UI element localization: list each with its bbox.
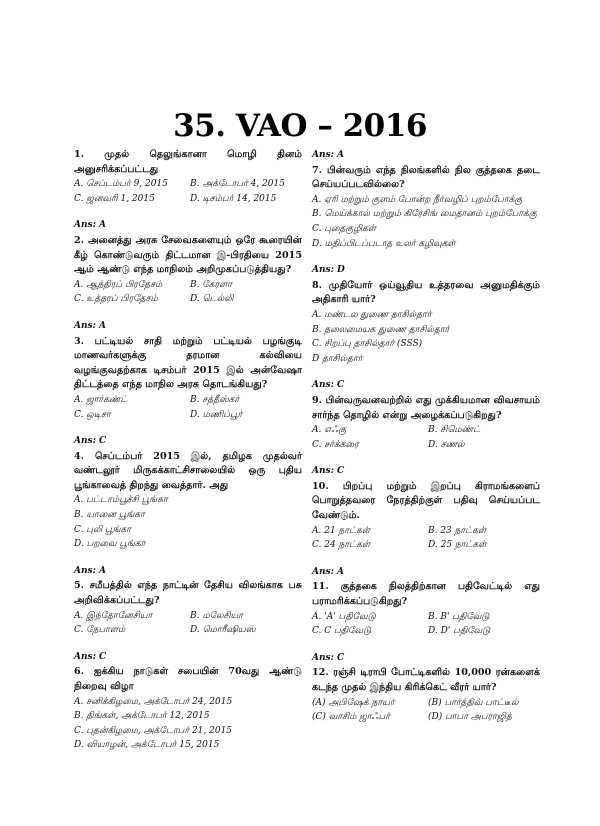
question-block-7 xyxy=(312,148,540,251)
option-a: A. சனிக்கிழமை, அக்டோபர் 24, 2015 xyxy=(74,696,233,707)
option-d: D. சணல் xyxy=(428,439,465,450)
option-c: C. 24 நாட்கள் xyxy=(312,540,371,551)
question-stem: செப்டம்பர் 2015 இல், தமிழக முதல்வர் வண்டலூர் மிருகக்காட்சிசாலையில் ஒரு புதிய பூங்காவைத் திறந்து வைத்தார். அது xyxy=(74,450,302,491)
question-number: 5. xyxy=(74,580,85,592)
question-number: 8. xyxy=(312,279,323,291)
option-d: D. மதிப்பிடப்படாத உலர் கழிவுகள் xyxy=(312,238,456,249)
question-text xyxy=(74,579,302,608)
option-d: (D) பாபா அபராஜித் xyxy=(428,712,512,723)
question-block-10 xyxy=(312,464,540,553)
options xyxy=(312,423,540,452)
option-b: B. மெய்க்கால் மற்றும் கிரேசிங் மைதானம் புறம்போக்கு xyxy=(312,209,537,220)
question-number: 9. xyxy=(312,394,323,406)
answer-label: Ans: D xyxy=(312,265,345,276)
options xyxy=(312,610,540,639)
option-a: A. ஜார்கண்ட் xyxy=(74,394,128,405)
question-stem: குத்தகை நிலத்திற்கான பதிவேட்டில் எது பராமரிக்கப்படுகிறது? xyxy=(312,581,540,608)
options xyxy=(74,609,302,638)
question-block-1 xyxy=(74,148,302,206)
answer-label: Ans: C xyxy=(312,380,345,391)
option-c: C. சர்க்கரை xyxy=(312,439,359,450)
options xyxy=(312,696,540,725)
option-a: A. எஃகு xyxy=(312,425,347,436)
question-block-6 xyxy=(74,650,302,753)
question-stem: சமீபத்தில் எந்த நாட்டின் தேசிய விலங்காக பசு அறிவிக்கப்பட்டது? xyxy=(74,580,303,607)
question-number: 3. xyxy=(74,335,85,347)
option-c: C. ஜனவரி 1, 2015 xyxy=(74,193,155,204)
question-block-11 xyxy=(312,565,540,639)
option-c: C. சிறப்பு தாசில்தார் (SSS) xyxy=(312,339,423,350)
question-stem: அனைத்து அரசு சேவைகளையும் ஒரே கூரையின் கீழ் கொண்டுவரும் திட்டமான இ-பிரதியை 2015 ஆம் ஆண்டு எந்த மாநிலம் அறிமுகப்படுத்தியது? xyxy=(74,234,302,276)
option-b: B. B' பதிவேடு xyxy=(428,611,490,622)
option-d: D. 25 நாட்கள் xyxy=(428,540,487,551)
options xyxy=(74,393,302,422)
option-c: C. புலி பூங்கா xyxy=(74,524,131,535)
answer-label: Ans: A xyxy=(74,220,107,231)
question-text xyxy=(312,279,540,308)
option-c: C. C பதிவேடு xyxy=(312,626,372,637)
question-block-2 xyxy=(74,218,302,307)
question-stem: பின்வரும் எந்த நிலங்களில் நில குத்தகை தடை செய்யப்படவில்லை? xyxy=(312,164,540,191)
option-b: B. சிமெண்ட் xyxy=(428,425,481,436)
option-d: D. D' பதிவேடு xyxy=(428,626,491,637)
question-block-5 xyxy=(74,564,302,638)
question-number: 12. xyxy=(312,667,329,679)
answer-label: Ans: C xyxy=(74,436,107,447)
option-d: D. வியாழன், அக்டோபர் 15, 2015 xyxy=(74,740,220,751)
option-a: A. ஏரி மற்றும் குளம் போன்ற நீர்வழிப் புறம்போக்கு xyxy=(312,194,523,205)
options xyxy=(312,193,540,251)
options xyxy=(74,177,302,206)
question-stem: முதியோர் ஒய்வூதிய உத்தரவை அனுமதிக்கும் அதிகாரி யார்? xyxy=(312,279,540,306)
option-a: A. பட்டாம்பூச்சி பூங்கா xyxy=(74,495,168,506)
question-block-9 xyxy=(312,378,540,452)
question-stem: முதல் தெலுங்கானா மொழி தினம் அனுசரிக்கப்பட்டது xyxy=(74,149,302,175)
question-text xyxy=(74,665,302,694)
question-block-8 xyxy=(312,263,540,366)
question-text xyxy=(312,666,540,695)
option-b: B. தலைமையக துணை தாசில்தார் xyxy=(312,324,450,335)
option-d: D. மணிப்பூர் xyxy=(190,409,243,420)
question-stem: ஐக்கிய நாடுகள் சபையின் 70வது ஆண்டு நிறைவு விழா xyxy=(74,666,303,692)
option-b: B. அக்டோபர் 4, 2015 xyxy=(190,179,285,190)
option-a: A. செப்டம்பர் 9, 2015 xyxy=(74,179,168,190)
option-a: (A) அபிஷேக் நாயர் xyxy=(312,697,395,708)
question-number: 2. xyxy=(74,234,85,246)
question-number: 11. xyxy=(312,581,329,593)
question-text xyxy=(312,480,540,524)
answer-label: Ans: C xyxy=(74,651,107,662)
question-text xyxy=(312,580,540,609)
option-b: B. திங்கள், அக்டோபர் 12, 2015 xyxy=(74,711,210,722)
question-number: 6. xyxy=(74,666,85,678)
option-a: A. ஆந்திரப் பிரதேசம் xyxy=(74,279,163,290)
options xyxy=(312,524,540,553)
question-text xyxy=(312,164,540,193)
option-a: A. இந்தோனேசியா xyxy=(74,610,153,621)
option-d: D தாசில்தார் xyxy=(312,353,363,364)
answer-label: Ans: A xyxy=(312,150,345,160)
question-text xyxy=(74,148,302,177)
answer-label: Ans: A xyxy=(74,565,107,576)
option-a: A. மண்டல துணை தாசில்தார் xyxy=(312,309,432,320)
question-block-3 xyxy=(74,319,302,422)
option-b: B. கேரளா xyxy=(190,279,232,290)
question-text xyxy=(74,450,302,494)
left-column xyxy=(74,148,302,753)
right-column xyxy=(312,148,540,725)
answer-label: Ans: A xyxy=(74,320,107,331)
options xyxy=(74,493,302,551)
question-text xyxy=(74,335,302,393)
options xyxy=(74,695,302,753)
option-c: C. நேபாளம் xyxy=(74,625,126,636)
option-c: C. உத்தரப் பிரதேசம் xyxy=(74,294,158,305)
option-d: D. பறவை பூங்கா xyxy=(74,539,146,550)
option-c: C. ஒடிசா xyxy=(74,409,111,420)
options xyxy=(312,308,540,366)
question-number: 4. xyxy=(74,450,85,462)
question-number: 1. xyxy=(74,149,85,160)
option-d: D. டிசம்பர் 14, 2015 xyxy=(190,193,277,204)
option-d: D. டெல்லி xyxy=(190,294,234,305)
question-stem: பின்வருவனவற்றில் எது முக்கியமான விவசாயம் சார்ந்த தொழில் என்று அழைக்கப்படுகிறது? xyxy=(312,394,540,421)
question-block-12 xyxy=(312,651,540,725)
option-b: B. யானை பூங்கா xyxy=(74,510,145,521)
question-text xyxy=(312,394,540,423)
option-a: A. 21 நாட்கள் xyxy=(312,525,371,536)
question-text xyxy=(74,234,302,278)
answer-label: Ans: C xyxy=(312,652,345,663)
question-stem: பிறப்பு மற்றும் இறப்பு கிராமங்களைப் பொறுத்தவரை நேரத்திற்குள் பதிவு செய்யப்பட வேண்டும். xyxy=(312,480,540,522)
option-b: (B) பார்த்திவ் பாட்டீல் xyxy=(428,697,519,708)
option-d: D. மொரீஷியஸ் xyxy=(190,625,256,636)
answer-label: Ans: C xyxy=(312,466,345,477)
answer-label: Ans: A xyxy=(312,566,345,577)
option-b: B. சத்தீஸ்கர் xyxy=(190,394,240,405)
question-number: 10. xyxy=(312,480,329,492)
options xyxy=(74,278,302,307)
question-number: 7. xyxy=(312,164,323,176)
option-b: B. மலேசியா xyxy=(190,610,243,621)
option-c: C. புதன்கிழமை, அக்டோபர் 21, 2015 xyxy=(74,725,233,736)
option-c: (C) வாசிம் ஜாஃபர் xyxy=(312,712,390,723)
option-a: A. 'A' பதிவேடு xyxy=(312,611,376,622)
option-c: C. புதைகுழிகள் xyxy=(312,223,377,234)
question-stem: பட்டியல் சாதி மற்றும் பட்டியல் பழங்குடி மாணவர்களுக்கு தரமான கல்வியை வழங்குவதற்காக டிசம்பர் 2015 இல் அன்வேஷா திட்டத்தை எந்த மாநில அரசு தொடங்கியது? xyxy=(74,335,302,391)
question-block-4 xyxy=(74,434,302,552)
question-stem: ரஞ்சி டிராபி போட்டிகளில் 10,000 ரன்களைக் கடந்த முதல் இந்திய கிரிக்கெட் வீரர் யார்? xyxy=(312,667,540,693)
option-b: B. 23 நாட்கள் xyxy=(428,525,487,536)
page-title: 35. VAO – 2016 xyxy=(173,108,427,144)
